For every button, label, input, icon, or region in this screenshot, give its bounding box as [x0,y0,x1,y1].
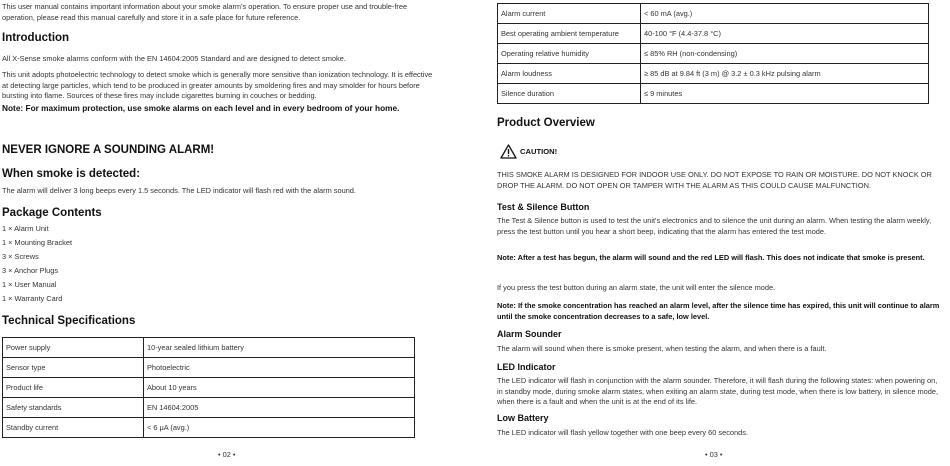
spec-value: ≤ 85% RH (non-condensing) [641,44,929,64]
list-item: 1 × Alarm Unit [2,224,49,233]
product-overview-heading: Product Overview [497,117,595,129]
list-item: 1 × User Manual [2,280,57,289]
spec-value: ≤ 9 minutes [641,84,929,104]
spec-value: < 6 μA (avg.) [144,418,415,438]
technology-paragraph: This unit adopts photoelectric technology to detect smoke which is generally more sensitive than ionization technology. It is effective at detecting large particles, which tend to be produced in greater amounts by smoldering fires and may smolder for hours before bursting into flame. Sources of these fires may include cigarettes burning in couches or bedding. [2,70,433,101]
page-number-left: • 02 • [218,450,236,459]
spec-label: Product life [3,378,144,398]
never-ignore-heading: NEVER IGNORE A SOUNDING ALARM! [2,144,215,156]
caution-label: CAUTION! [520,147,558,156]
low-battery-text: The LED indicator will flash yellow together with one beep every 60 seconds. [497,428,749,437]
introduction-heading: Introduction [2,32,70,44]
table-row [3,418,415,438]
spec-value: 10-year sealed lithium battery [144,338,415,358]
table-row [498,64,929,84]
alarm-sounder-heading: Alarm Sounder [497,329,562,339]
test-silence-text: The Test & Silence button is used to test the unit's electronics and to silence the unit during an alarm. When testing the alarm weekly, press the test button until you hear a short beep, indicating that the alarm has entered the test mode. [497,216,932,236]
spec-label: Alarm loudness [498,64,641,84]
test-silence-heading: Test & Silence Button [497,202,590,212]
caution-header [500,144,557,159]
package-list [2,222,72,306]
standard-paragraph: All X-Sense smoke alarms conform with the EN 14604:2005 Standard and are designed to detect smoke. [2,54,346,63]
led-indicator-heading: LED Indicator [497,362,556,372]
left-page [0,0,440,466]
spec-value: About 10 years [144,378,415,398]
spec-table-right [497,3,929,104]
intro-paragraph: This user manual contains important information about your smoke alarm's operation. To ensure proper use and trouble-free operation, please read this manual carefully and store it in a safe place for future reference. [2,2,408,22]
spec-value: ≥ 85 dB at 9.84 ft (3 m) @ 3.2 ± 0.3 kHz pulsing alarm [641,64,929,84]
table-row [3,338,415,358]
table-row [3,358,415,378]
caution-text: THIS SMOKE ALARM IS DESIGNED FOR INDOOR USE ONLY. DO NOT EXPOSE TO RAIN OR MOISTURE. DO NOT KNOCK OR DROP THE ALARM. DO NOT OPEN OR TAMPER WITH THE ALARM AS THIS COULD CAUSE MALFUNCTION. [497,170,932,190]
low-battery-heading: Low Battery [497,413,549,423]
spec-label: Silence duration [498,84,641,104]
test-note: Note: After a test has begun, the alarm will sound and the red LED will flash. This does not indicate that smoke is present. [497,253,925,262]
spec-label: Best operating ambient temperature [498,24,641,44]
table-row [498,24,929,44]
list-item: 1 × Mounting Bracket [2,238,73,247]
package-contents-heading: Package Contents [2,207,102,219]
spec-label: Safety standards [3,398,144,418]
warning-triangle-icon [500,144,517,159]
spec-value: 40-100 °F (4.4-37.8 °C) [641,24,929,44]
tech-specs-heading: Technical Specifications [2,315,136,327]
page-number-right: • 03 • [705,450,723,459]
led-indicator-text: The LED indicator will flash in conjunction with the alarm sounder. Therefore, it will flash during the following states: when powering on, in standby mode, during smoke alarm states, when exiting an alarm state, during test mode, when there is low battery, in silence mode, when there is a fault and when the unit is at the end of its life. [497,376,939,407]
spec-label: Power supply [3,338,144,358]
test-silence-text-2: If you press the test button during an alarm state, the unit will enter the silence mode. [497,283,776,292]
spec-value: Photoelectric [144,358,415,378]
spec-label: Operating relative humidity [498,44,641,64]
table-row [498,44,929,64]
spec-value: EN 14604:2005 [144,398,415,418]
spec-table-left [2,337,415,438]
silence-note: Note: If the smoke concentration has reached an alarm level, after the silence time has expired, this unit will continue to alarm until the smoke concentration decreases to a safe, low level. [497,301,940,321]
spec-label: Alarm current [498,4,641,24]
when-smoke-text: The alarm will deliver 3 long beeps every 1.5 seconds. The LED indicator will flash red with the alarm sound. [2,186,356,195]
table-row [498,4,929,24]
table-row [498,84,929,104]
list-item: 1 × Warranty Card [2,294,63,303]
spec-value: < 60 mA (avg.) [641,4,929,24]
spec-label: Sensor type [3,358,144,378]
list-item: 3 × Anchor Plugs [2,266,59,275]
spec-label: Standby current [3,418,144,438]
table-row [3,378,415,398]
list-item: 3 × Screws [2,252,39,261]
right-page [497,0,942,466]
alarm-sounder-text: The alarm will sound when there is smoke present, when testing the alarm, and when there is a fault. [497,344,827,353]
table-row [3,398,415,418]
when-smoke-heading: When smoke is detected: [2,168,141,180]
protection-note: Note: For maximum protection, use smoke alarms on each level and in every bedroom of your home. [2,103,400,113]
